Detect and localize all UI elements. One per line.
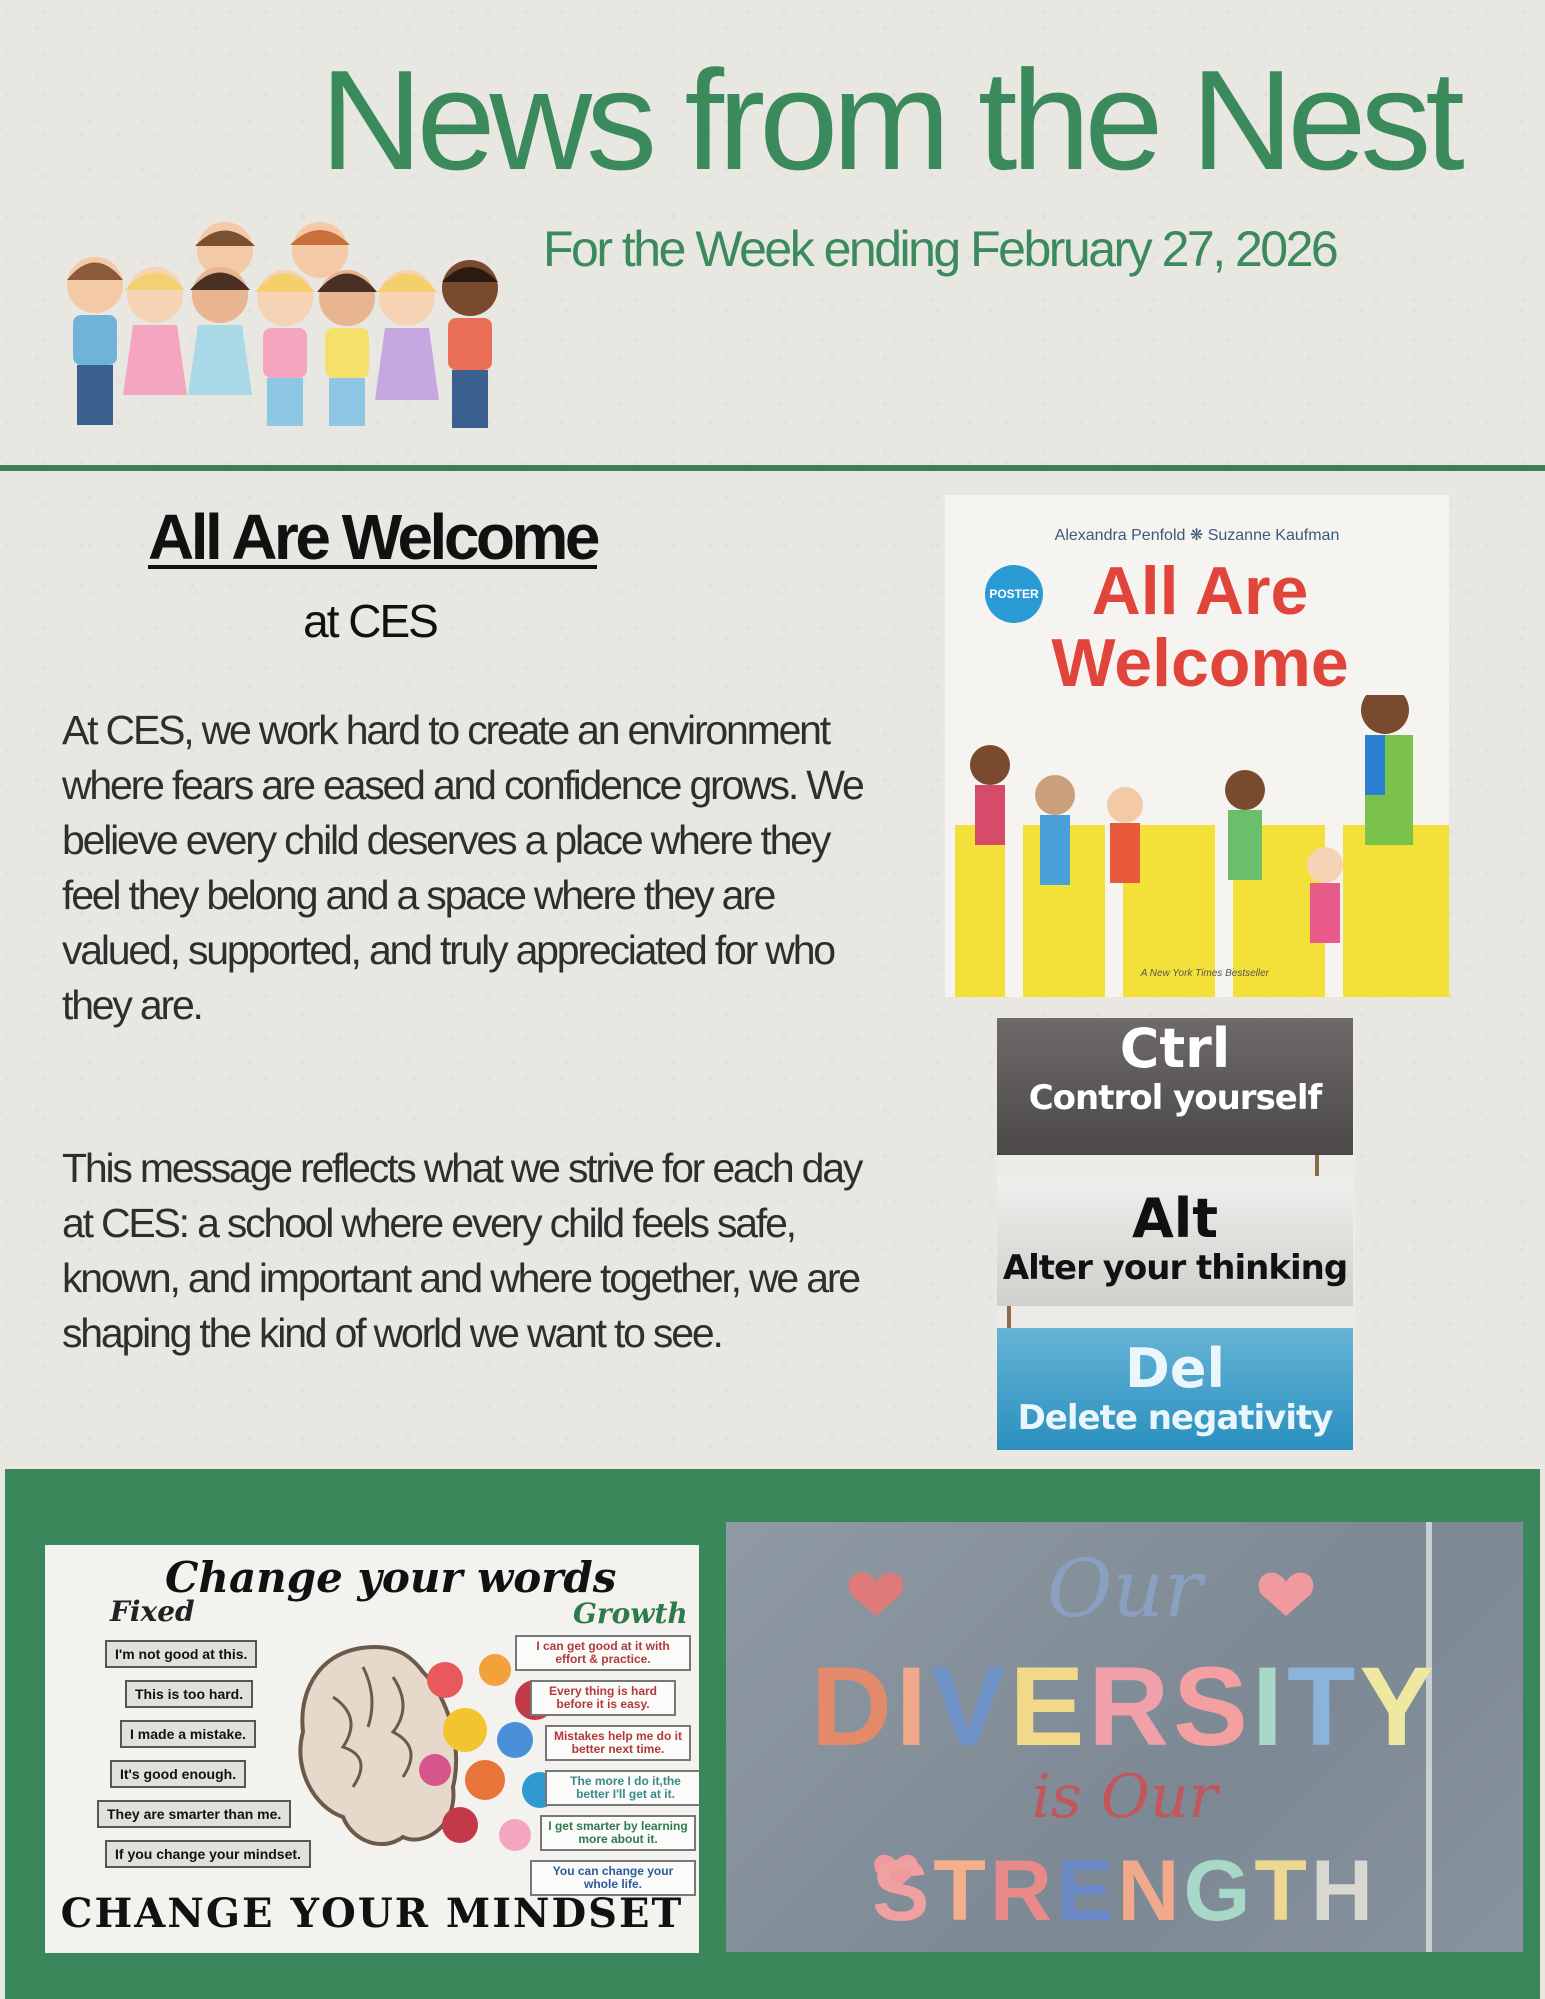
article-heading: All Are Welcome <box>148 501 597 573</box>
article-paragraph: At CES, we work hard to create an environment where fears are eased and confidence grows. We believe every child deserves a place where they feel they belong and a space where they are valued, supported, and truly appreciated for who they are. <box>62 707 863 1028</box>
plank-meaning: Delete negativity <box>1017 1398 1333 1438</box>
poster-word-strength: STRENGTH <box>871 1843 1378 1939</box>
article-paragraph: This message reflects what we strive for each day at CES: a school where every child feels safe, known, and important and where together, we are shaping the kind of world we want to see. <box>62 1145 862 1356</box>
plank-meaning: Alter your thinking <box>1002 1248 1348 1288</box>
plank-key: Del <box>1125 1337 1225 1400</box>
fixed-phrase: If you change your mindset. <box>105 1840 311 1868</box>
growth-phrase: I can get good at it with effort & practice. <box>515 1635 691 1671</box>
book-authors: Alexandra Penfold ❋ Suzanne Kaufman <box>1054 527 1340 544</box>
book-illustration-icon <box>945 695 1449 997</box>
book-title: All Are Welcome <box>1051 553 1349 701</box>
fixed-phrase: They are smarter than me. <box>97 1800 291 1828</box>
growth-phrase: You can change your whole life. <box>530 1860 696 1896</box>
change-your-words-poster <box>45 1545 699 1953</box>
child-figures-icon <box>67 222 498 428</box>
poster-words-is-our: is Our <box>1031 1762 1218 1832</box>
fixed-label: Fixed <box>110 1595 195 1628</box>
sign-plank <box>997 1018 1353 1155</box>
week-ending-subtitle: For the Week ending February 27, 2026 <box>543 221 1337 277</box>
newsletter-title: News from the Nest <box>320 41 1459 200</box>
children-illustration <box>55 210 515 450</box>
article-subheading: at CES <box>303 595 437 647</box>
fixed-phrase: It's good enough. <box>110 1760 246 1788</box>
book-bestseller-note: A New York Times Bestseller <box>1140 968 1269 979</box>
growth-phrase: I get smarter by learning more about it. <box>540 1815 696 1851</box>
poster-badge: POSTER <box>985 565 1043 623</box>
plank-key: Ctrl <box>1119 1017 1231 1080</box>
diversity-poster <box>726 1522 1523 1952</box>
growth-phrase: The more I do it,the better I'll get at it. <box>545 1770 699 1806</box>
header-divider <box>0 465 1545 471</box>
plank-meaning: Control yourself <box>1028 1078 1322 1118</box>
growth-phrase: Mistakes help me do it better next time. <box>545 1725 691 1761</box>
fixed-phrase: I made a mistake. <box>120 1720 256 1748</box>
growth-label: Growth <box>573 1597 688 1630</box>
ctrl-alt-del-sign <box>997 1018 1355 1450</box>
sign-plank <box>997 1328 1353 1450</box>
sign-plank <box>997 1176 1353 1306</box>
poster-word-diversity: DIVERSITY <box>810 1644 1439 1769</box>
growth-phrase: Every thing is hard before it is easy. <box>530 1680 676 1716</box>
fixed-phrase: This is too hard. <box>125 1680 253 1708</box>
book-cover-image <box>945 495 1449 997</box>
fixed-phrase: I'm not good at this. <box>105 1640 257 1668</box>
poster-footer: CHANGE YOUR MINDSET <box>60 1890 684 1937</box>
poster-title: Change your words <box>165 1553 617 1602</box>
plank-key: Alt <box>1131 1187 1219 1250</box>
poster-word-our: Our <box>1046 1542 1203 1635</box>
